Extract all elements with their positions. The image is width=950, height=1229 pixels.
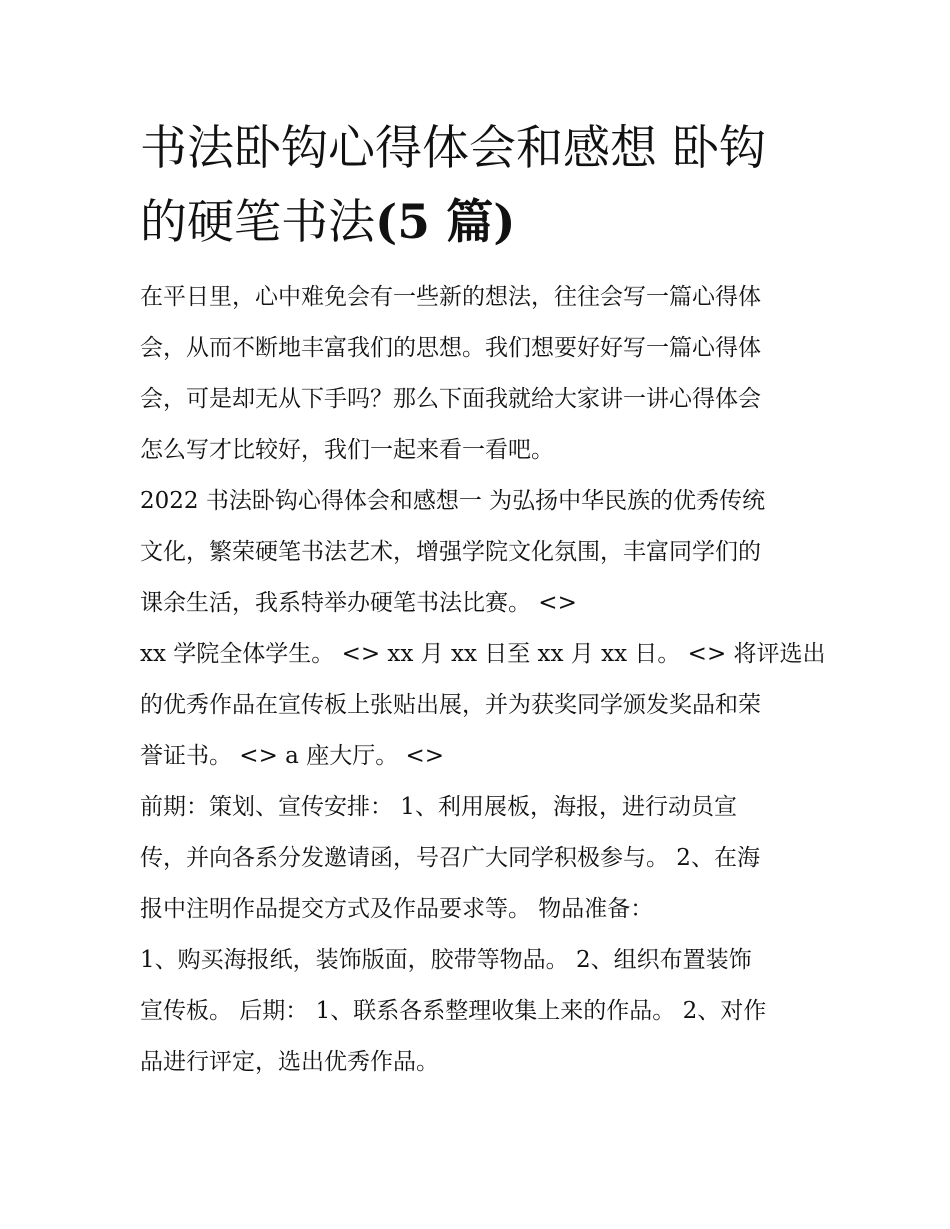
paragraph-line: 品进行评定，选出优秀作品。 xyxy=(140,1049,439,1075)
paragraph-line: 会，从而不断地丰富我们的思想。我们想要好好写一篇心得体 xyxy=(140,335,761,361)
document-title xyxy=(140,112,812,260)
title-line-2-text: 的硬笔书法 xyxy=(140,195,375,250)
paragraph-line: 文化，繁荣硬笔书法艺术，增强学院文化氛围，丰富同学们的 xyxy=(140,539,761,565)
paragraph-line: 报中注明作品提交方式及作品要求等。 物品准备： xyxy=(140,896,654,922)
paragraph-line: 传，并向各系分发邀请函，号召广大同学积极参与。 2、在海 xyxy=(140,845,760,871)
document-body xyxy=(140,112,826,1088)
paragraph-section-1 xyxy=(140,476,812,629)
title-count: (5 篇) xyxy=(375,195,516,250)
paragraph-line: xx 学院全体学生。 <> xx 月 xx 日至 xx 月 xx 日。 <> 将评选出 xyxy=(140,641,826,667)
paragraph-line: 1、购买海报纸，装饰版面，胶带等物品。 2、组织布置装饰 xyxy=(140,947,752,973)
paragraph-line: 课余生活，我系特举办硬笔书法比赛。 <> xyxy=(140,590,577,616)
title-line-1: 书法卧钩心得体会和感想 卧钩 xyxy=(140,121,766,176)
paragraph-line: 怎么写才比较好，我们一起来看一看吧。 xyxy=(140,437,554,463)
title-line-2 xyxy=(140,186,812,260)
paragraph-line: 会，可是却无从下手吗？那么下面我就给大家讲一讲心得体会 xyxy=(140,386,761,412)
paragraph-line: 在平日里，心中难免会有一些新的想法，往往会写一篇心得体 xyxy=(140,284,761,310)
paragraph-planning xyxy=(140,782,812,935)
paragraph-participants xyxy=(140,629,826,782)
paragraph-line: 2022 书法卧钩心得体会和感想一 为弘扬中华民族的优秀传统 xyxy=(140,488,766,514)
paragraph-line: 誉证书。 <> a 座大厅。 <> xyxy=(140,743,445,769)
paragraph-materials xyxy=(140,935,812,1088)
paragraph-line: 前期：策划、宣传安排： 1、利用展板，海报，进行动员宣 xyxy=(140,794,737,820)
paragraph-line: 的优秀作品在宣传板上张贴出展，并为获奖同学颁发奖品和荣 xyxy=(140,692,761,718)
paragraph-intro xyxy=(140,272,812,476)
paragraph-line: 宣传板。 后期： 1、联系各系整理收集上来的作品。 2、对作 xyxy=(140,998,767,1024)
